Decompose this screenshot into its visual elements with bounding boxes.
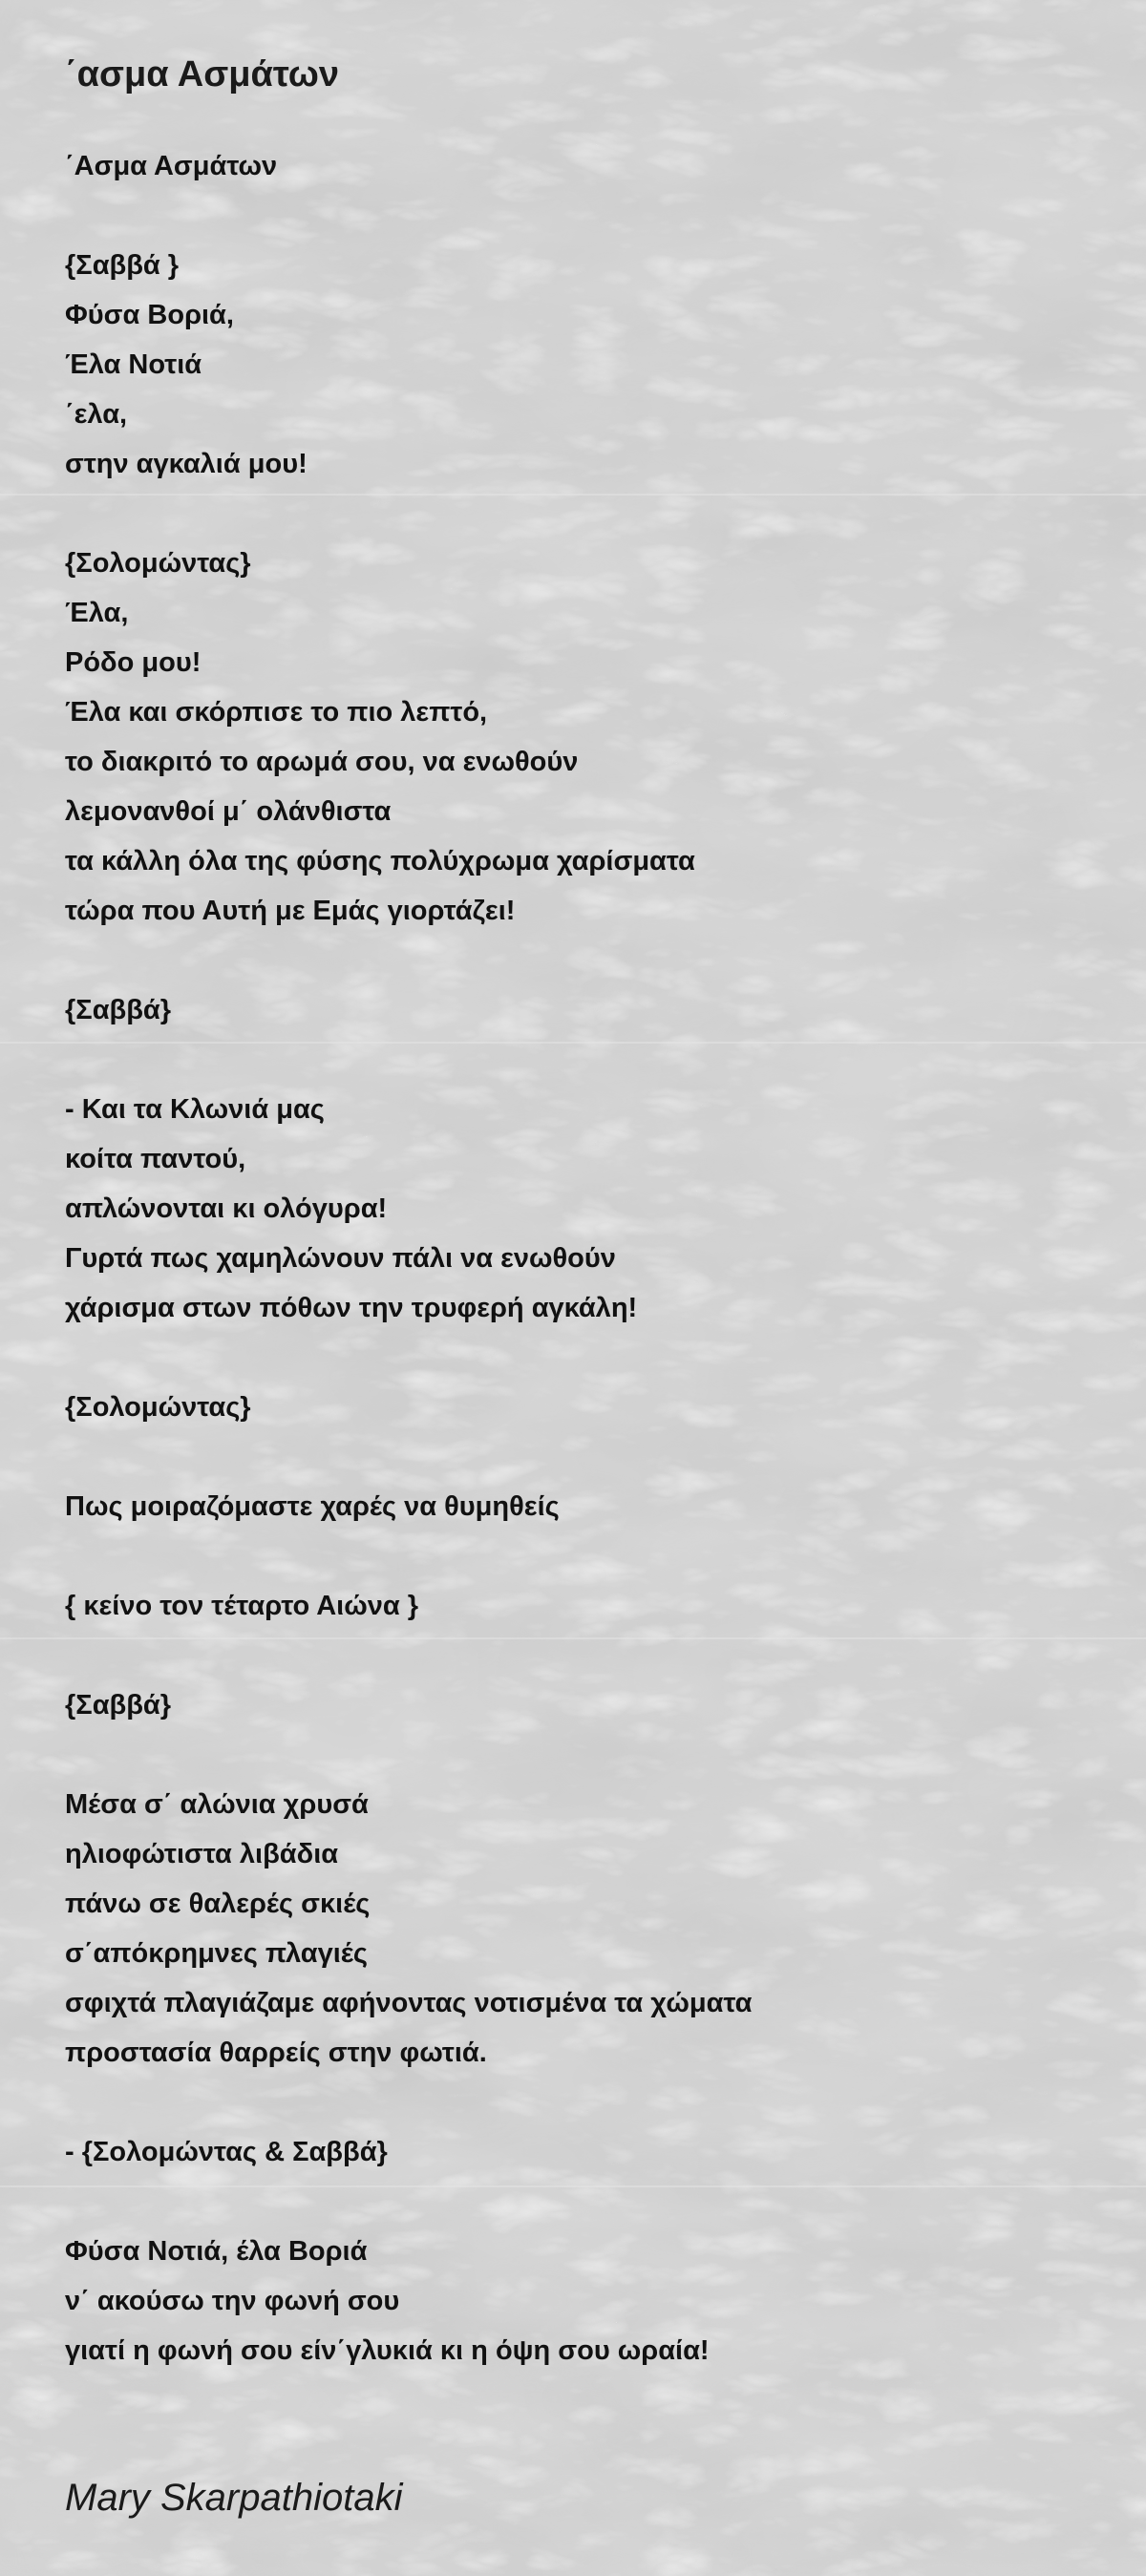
poem-line: ν΄ ακούσω την φωνή σου: [65, 2286, 400, 2316]
author-signature: Mary Skarpathiotaki: [65, 2477, 403, 2519]
poem-line: χάρισμα στων πόθων την τρυφερή αγκάλη!: [65, 1293, 638, 1323]
poem-container: [65, 46, 1096, 2375]
stanza-break: [65, 489, 1096, 538]
poem-line: σφιχτά πλαγιάζαμε αφήνοντας νοτισμένα τα χώματα: [65, 1988, 753, 2018]
stanza-break: [65, 2177, 1096, 2227]
poem-line: τώρα που Αυτή με Εμάς γιορτάζει!: [65, 896, 516, 926]
poem-line: Φύσα Νοτιά, έλα Βοριά: [65, 2236, 368, 2267]
poem-line: {Σαββά }: [65, 250, 180, 281]
poem-line: ηλιοφώτιστα λιβάδια: [65, 1839, 339, 1869]
poem-line: γιατί η φωνή σου είν΄γλυκιά κι η όψη σου ωραία!: [65, 2335, 710, 2366]
poem-line: σ΄απόκρημνες πλαγιές: [65, 1938, 368, 1969]
stanza-break: [65, 191, 1096, 241]
poem-line: Μέσα σ΄ αλώνια χρυσά: [65, 1789, 369, 1820]
poem-body: [65, 141, 1096, 2375]
stanza-break: [65, 1631, 1096, 1680]
poem-line: - {Σολομώντας & Σαββά}: [65, 2137, 388, 2167]
poem-line: τα κάλλη όλα της φύσης πολύχρωμα χαρίσματα: [65, 846, 695, 876]
poem-line: ΄ελα,: [65, 399, 128, 430]
stanza-break: [65, 1531, 1096, 1581]
stanza-break: [65, 1730, 1096, 1780]
poem-line: απλώνονται κι ολόγυρα!: [65, 1193, 388, 1224]
poem-title: ΄ασμα Ασμάτων: [65, 54, 339, 95]
poem-line: πάνω σε θαλερές σκιές: [65, 1889, 371, 1919]
poem-line: στην αγκαλιά μου!: [65, 449, 308, 479]
poem-line: προστασία θαρρείς στην φωτιά.: [65, 2038, 487, 2068]
poem-line: Γυρτά πως χαμηλώνουν πάλι να ενωθούν: [65, 1243, 616, 1274]
stanza-break: [65, 936, 1096, 985]
poem-line: κοίτα παντού,: [65, 1144, 246, 1174]
poem-line: {Σολομώντας}: [65, 1392, 251, 1423]
poem-line: ΄Ασμα Ασμάτων: [65, 151, 278, 181]
poem-line: Πως μοιραζόμαστε χαρές να θυμηθείς: [65, 1491, 560, 1522]
poem-line: {Σαββά}: [65, 995, 172, 1025]
poem-line: Έλα και σκόρπισε το πιο λεπτό,: [65, 697, 488, 728]
stanza-break: [65, 1432, 1096, 1482]
poem-line: το διακριτό το αρωμά σου, να ενωθούν: [65, 747, 579, 777]
poem-line: Ρόδο μου!: [65, 647, 202, 678]
poem-line: - Και τα Κλωνιά μας: [65, 1094, 325, 1125]
poem-line: { κείνο τον τέταρτο Αιώνα }: [65, 1591, 419, 1621]
stanza-break: [65, 1035, 1096, 1085]
poem-line: Φύσα Βοριά,: [65, 300, 234, 330]
poem-line: {Σολομώντας}: [65, 548, 251, 579]
poem-line: Έλα Νοτιά: [65, 349, 202, 380]
poem-line: λεμονανθοί μ΄ ολάνθιστα: [65, 796, 392, 827]
poem-line: {Σαββά}: [65, 1690, 172, 1721]
poem-line: Έλα,: [65, 598, 129, 628]
stanza-break: [65, 1333, 1096, 1383]
stanza-break: [65, 2078, 1096, 2127]
